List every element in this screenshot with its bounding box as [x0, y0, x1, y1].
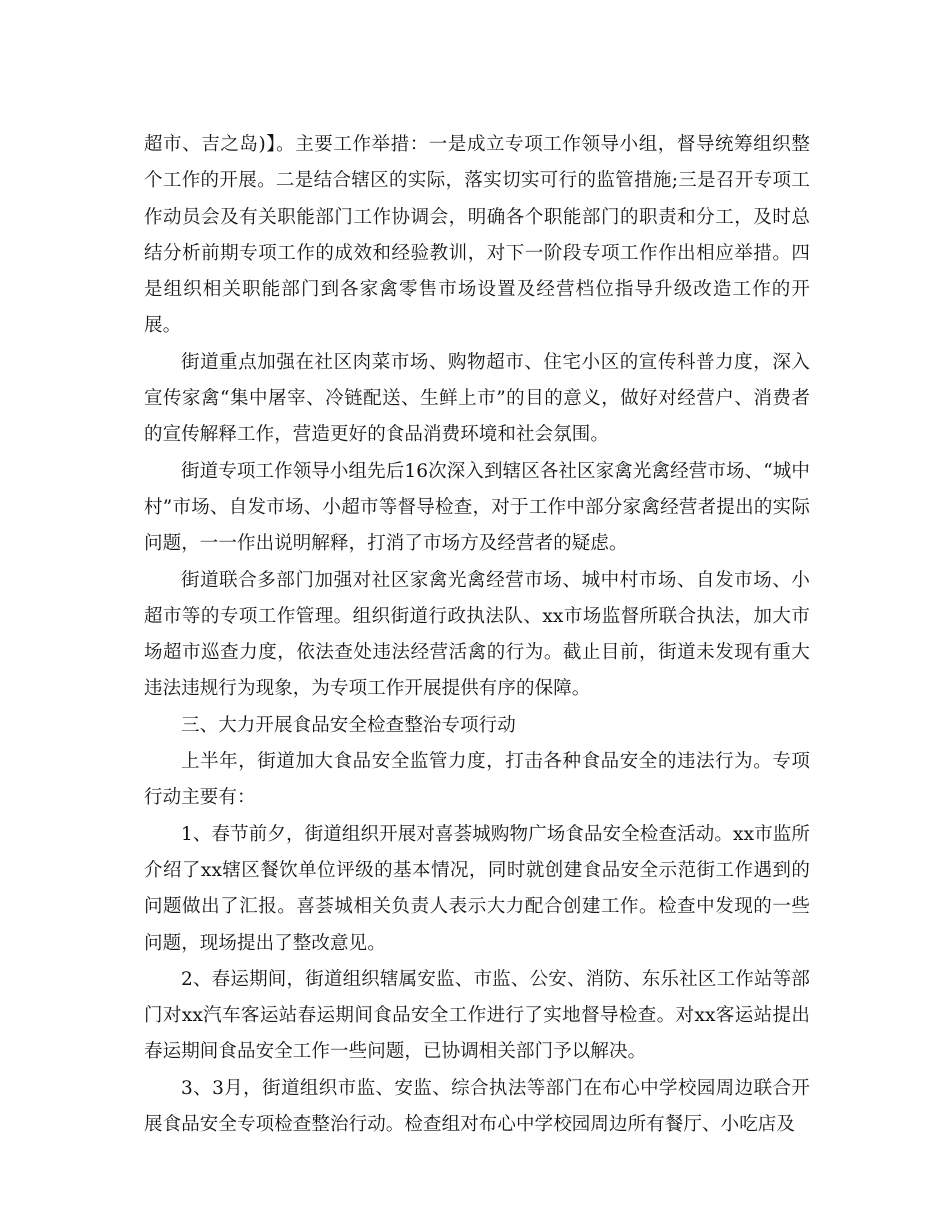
- list-item-1: 1、春节前夕，街道组织开展对喜荟城购物广场食品安全检查活动。xx市监所介绍了xx辖区餐饮单位评级的基本情况，同时就创建食品安全示范街工作遇到的问题做出了汇报。喜荟城相关负责人表示大力配合创建工作。检查中发现的一些问题，现场提出了整改意见。: [144, 823, 810, 954]
- paragraph-2: 街道重点加强在社区肉菜市场、购物超市、住宅小区的宣传科普力度，深入宣传家禽“集中屠宰、冷链配送、生鲜上市”的目的意义，做好对经营户、消费者的宣传解释工作，营造更好的食品消费环境和社会氛围。: [144, 351, 810, 446]
- document-body: [144, 127, 810, 1143]
- list-item-3: 3、3月，街道组织市监、安监、综合执法等部门在布心中学校园周边联合开展食品安全专项检查整治行动。检查组对布心中学校园周边所有餐厅、小吃店及: [144, 1077, 810, 1136]
- paragraph-3: 街道专项工作领导小组先后16次深入到辖区各社区家禽光禽经营市场、“城中村”市场、自发市场、小超市等督导检查，对于工作中部分家禽经营者提出的实际问题，一一作出说明解释，打消了市场方及经营者的疑虑。: [144, 460, 810, 555]
- paragraph-4: 街道联合多部门加强对社区家禽光禽经营市场、城中村市场、自发市场、小超市等的专项工作管理。组织街道行政执法队、xx市场监督所联合执法，加大市场超市巡查力度，依法查处违法经营活禽的行为。截止目前，街道未发现有重大违法违规行为现象，为专项工作开展提供有序的保障。: [144, 569, 810, 700]
- paragraph-6: 上半年，街道加大食品安全监管力度，打击各种食品安全的违法行为。专项行动主要有：: [144, 751, 810, 809]
- paragraph-1: 超市、吉之岛)】。主要工作举措：一是成立专项工作领导小组，督导统筹组织整个工作的开展。二是结合辖区的实际，落实切实可行的监管措施;三是召开专项工作动员会及有关职能部门工作协调会，明确各个职能部门的职责和分工，及时总结分析前期专项工作的成效和经验教训，对下一阶段专项工作作出相应举措。四是组织相关职能部门到各家禽零售市场设置及经营档位指导升级改造工作的开展。: [144, 134, 810, 337]
- list-item-2: 2、春运期间，街道组织辖属安监、市监、公安、消防、东乐社区工作站等部门对xx汽车客运站春运期间食品安全工作进行了实地督导检查。对xx客运站提出春运期间食品安全工作一些问题，已协调相关部门予以解决。: [144, 968, 810, 1063]
- section-heading: 三、大力开展食品安全检查整治专项行动: [181, 714, 516, 736]
